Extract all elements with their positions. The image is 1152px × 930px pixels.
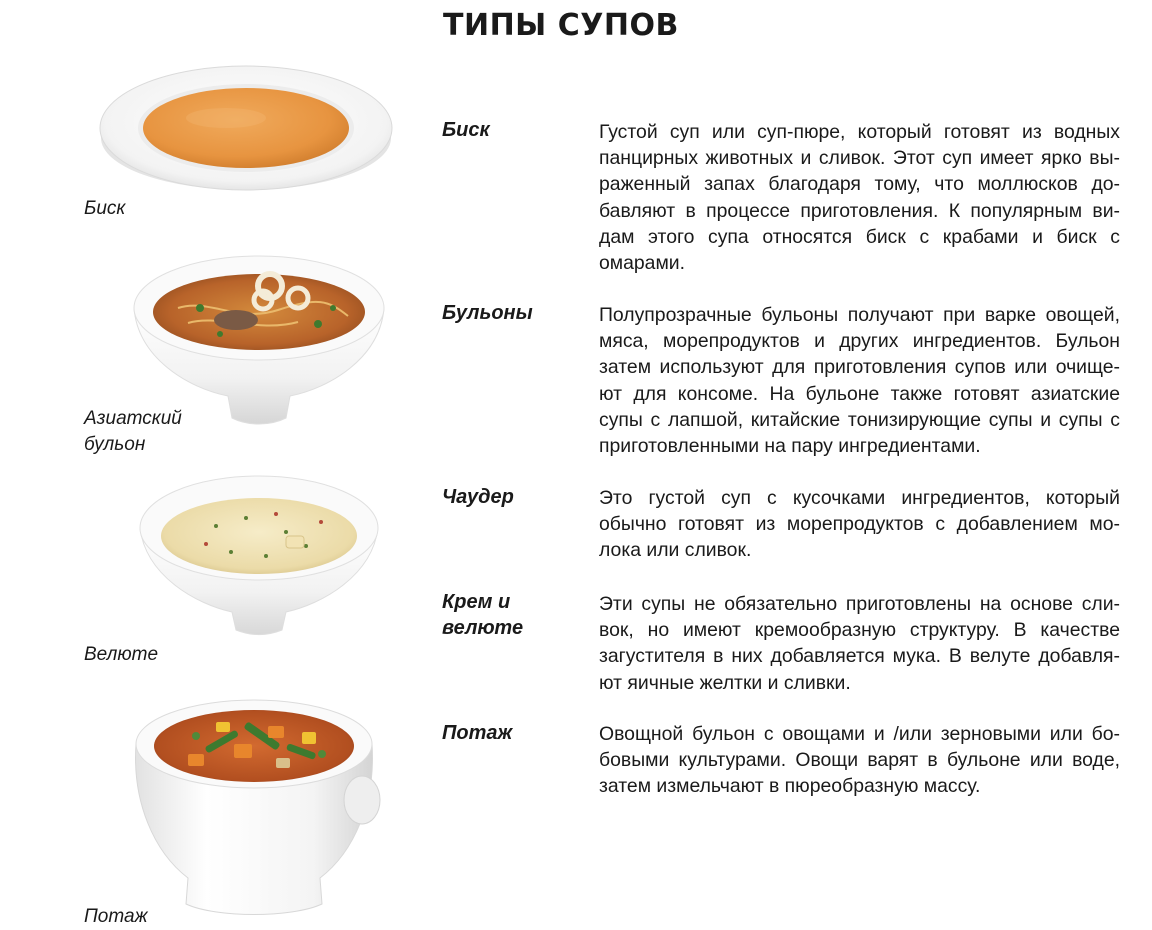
caption-bisque: Биск: [84, 198, 126, 219]
description-line: Густой суп или суп-пюре, который готовят из водных: [599, 121, 1120, 143]
description-line: супы с лапшой, китайские тонизирующие супы и супы с: [599, 408, 1120, 431]
description-line: омарами.: [599, 252, 686, 275]
description-line: панцирных животных и сливок. Этот суп имеет ярко вы-: [599, 147, 1120, 170]
description-line: Овощной бульон с овощами и /или зерновыми или бо-: [599, 723, 1120, 745]
description-cream-veloute: [599, 591, 1120, 696]
description-line: бавляют в процессе приготовления. К популярным ви-: [599, 199, 1120, 222]
term-chowder: Чаудер: [442, 486, 514, 508]
description-line: ют яичные желтки и сливки.: [599, 671, 851, 694]
description-line: Полупрозрачные бульоны получают при варке овощей,: [599, 304, 1120, 326]
veloute-bowl-image: [136, 466, 382, 636]
description-line: мяса, морепродуктов и других ингредиентов. Бульон: [599, 330, 1120, 353]
description-line: дам этого супа относятся биск с крабами и биск с: [599, 225, 1120, 248]
description-line: лока или сливок.: [599, 539, 752, 562]
term-cream-veloute: Крем и велюте: [442, 591, 524, 639]
description-line: вок, но имеют кремообразную структуру. В качестве: [599, 619, 1120, 642]
description-chowder: [599, 485, 1120, 564]
potage-bowl-image: [126, 692, 384, 922]
description-broths: [599, 302, 1120, 459]
description-line: Это густой суп с кусочками ингредиентов, который: [599, 487, 1120, 509]
description-line: ют для консоме. На бульоне также готовят азиатские: [599, 382, 1120, 405]
description-line: затем используют для приготовления супов или очище-: [599, 356, 1120, 379]
term-broths: Бульоны: [442, 302, 533, 324]
description-line: приготовленными на пару ингредиентами.: [599, 435, 981, 458]
description-line: загустителя в них добавляется мука. В велуте добавля-: [599, 645, 1120, 668]
description-line: раженный запах благодаря тому, что моллюсков до-: [599, 173, 1120, 196]
bisque-bowl-image: [96, 52, 396, 202]
caption-potage: Потаж: [84, 906, 148, 927]
page-title: ТИПЫ СУПОВ: [443, 8, 679, 43]
term-bisque: Биск: [442, 119, 490, 141]
term-potage: Потаж: [442, 722, 513, 744]
description-line: обычно готовят из морепродуктов с добавлением мо-: [599, 513, 1120, 536]
description-line: Эти супы не обязательно приготовлены на основе сли-: [599, 593, 1120, 615]
description-potage: [599, 721, 1120, 800]
caption-veloute: Велюте: [84, 644, 159, 665]
asian-broth-bowl-image: [128, 238, 390, 428]
description-line: бовыми культурами. Овощи варят в бульоне или воде,: [599, 749, 1120, 772]
description-bisque: [599, 119, 1120, 276]
caption-asian-broth: Азиатский бульон: [84, 408, 182, 455]
description-line: затем измельчают в пюреобразную массу.: [599, 775, 981, 798]
